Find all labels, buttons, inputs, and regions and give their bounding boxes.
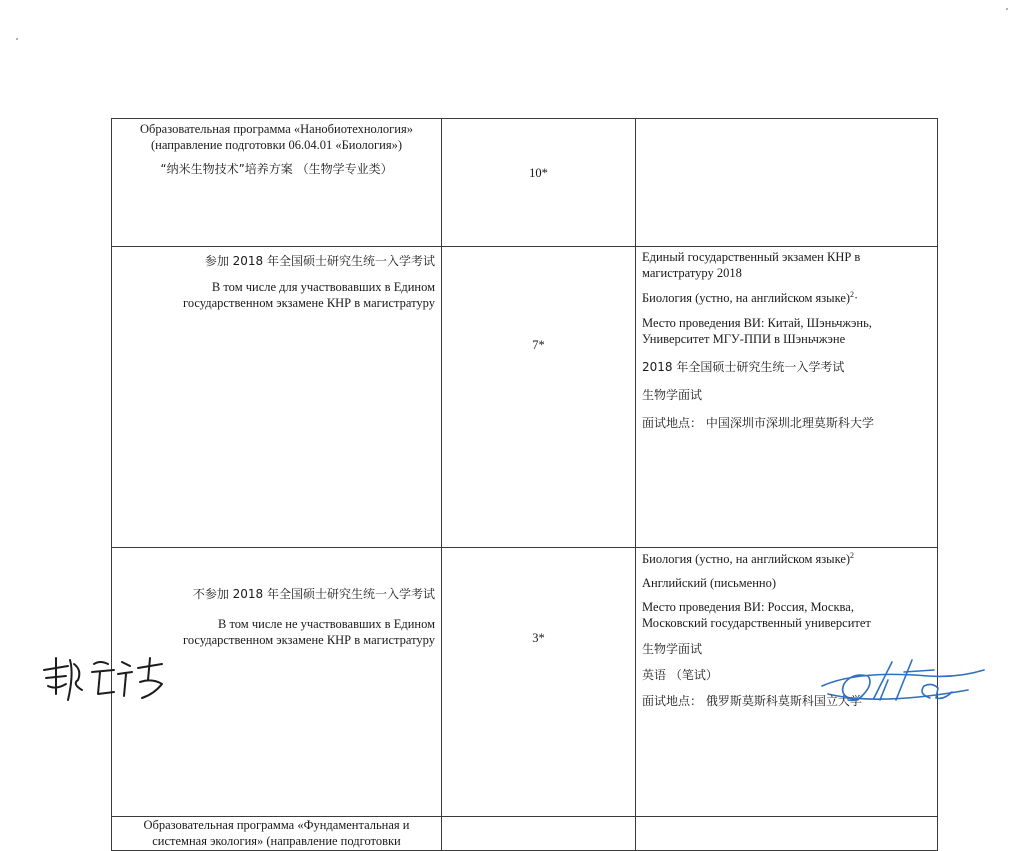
exam-venue-line1: Место проведения ВИ: Китай, Шэньчжэнь, <box>642 316 872 330</box>
program-cell <box>112 817 442 851</box>
category-chinese: 参加 2018 年全国硕士研究生统一入学考试 <box>204 254 435 268</box>
footnote-marker: 2 <box>850 550 855 560</box>
interview-chinese: 生物学面试 <box>642 388 703 402</box>
category-russian <box>112 279 435 311</box>
exam-name-line2: магистратуру 2018 <box>642 266 742 280</box>
program-title-chinese: “纳米生物技术”培养方案 （生物学专业类） <box>160 162 393 176</box>
exam-chinese: 2018 年全国硕士研究生统一入学考试 <box>642 360 845 374</box>
right-signature <box>818 650 988 710</box>
interview-chinese: 生物学面试 <box>642 642 703 656</box>
seat-count: 7* <box>442 247 636 548</box>
category-russian <box>112 616 435 648</box>
program-title-line2: системная экология» (направление подготовки <box>152 834 401 848</box>
category-russian-line2: государственном экзамене КНР в магистратуру <box>183 296 435 310</box>
table-row <box>112 247 938 548</box>
table-row <box>112 817 938 851</box>
exam-biology <box>642 551 933 567</box>
category-russian-line1: В том числе для участвовавших в Едином <box>211 280 435 294</box>
scan-speck <box>16 38 18 40</box>
exam-name <box>642 249 933 281</box>
exam-venue-line1: Место проведения ВИ: Россия, Москва, <box>642 600 854 614</box>
seat-count-empty <box>442 817 636 851</box>
exam-venue-line2: Университет МГУ-ППИ в Шэньчжэне <box>642 332 846 346</box>
seat-count: 3* <box>442 548 636 817</box>
footnote-marker: 2 <box>850 289 855 299</box>
exam-cell-empty <box>636 817 938 851</box>
exam-venue <box>642 315 933 347</box>
interview-venue-chinese: 面试地点： 俄罗斯莫斯科莫斯科国立大学 <box>642 694 862 708</box>
exam-cell <box>636 247 938 548</box>
category-cell <box>112 247 442 548</box>
category-russian-line1: В том числе не участвовавших в Едином <box>218 617 435 631</box>
exam-biology-text: Биология (устно, на английском языке) <box>642 552 851 566</box>
program-title-line1: Образовательная программа «Фундаментальная и <box>143 818 410 832</box>
exam-biology <box>642 290 933 306</box>
category-russian-line2: государственном экзамене КНР в магистратуру <box>183 633 435 647</box>
seat-count: 10* <box>442 119 636 247</box>
program-direction: (направление подготовки 06.04.01 «Биология») <box>150 138 403 152</box>
interview-venue-chinese: 面试地点： 中国深圳市深圳北理莫斯科大学 <box>642 416 874 430</box>
scan-speck <box>1006 8 1008 10</box>
left-signature <box>38 650 178 710</box>
exam-biology-suffix: · <box>854 291 859 305</box>
table-row <box>112 548 938 817</box>
exam-venue-line2: Московский государственный университет <box>642 616 871 630</box>
exam-english: Английский (письменно) <box>642 576 776 590</box>
program-cell <box>112 119 442 247</box>
exam-cell-empty <box>636 119 938 247</box>
admission-table <box>111 118 938 851</box>
english-written-chinese: 英语 （笔试） <box>642 668 718 682</box>
exam-venue <box>642 599 933 631</box>
program-title: Образовательная программа «Нанобиотехнология» <box>140 122 413 136</box>
category-chinese: 不参加 2018 年全国硕士研究生统一入学考试 <box>192 587 435 601</box>
table-row <box>112 119 938 247</box>
exam-name-line1: Единый государственный экзамен КНР в <box>642 250 861 264</box>
exam-biology-text: Биология (устно, на английском языке) <box>642 291 851 305</box>
